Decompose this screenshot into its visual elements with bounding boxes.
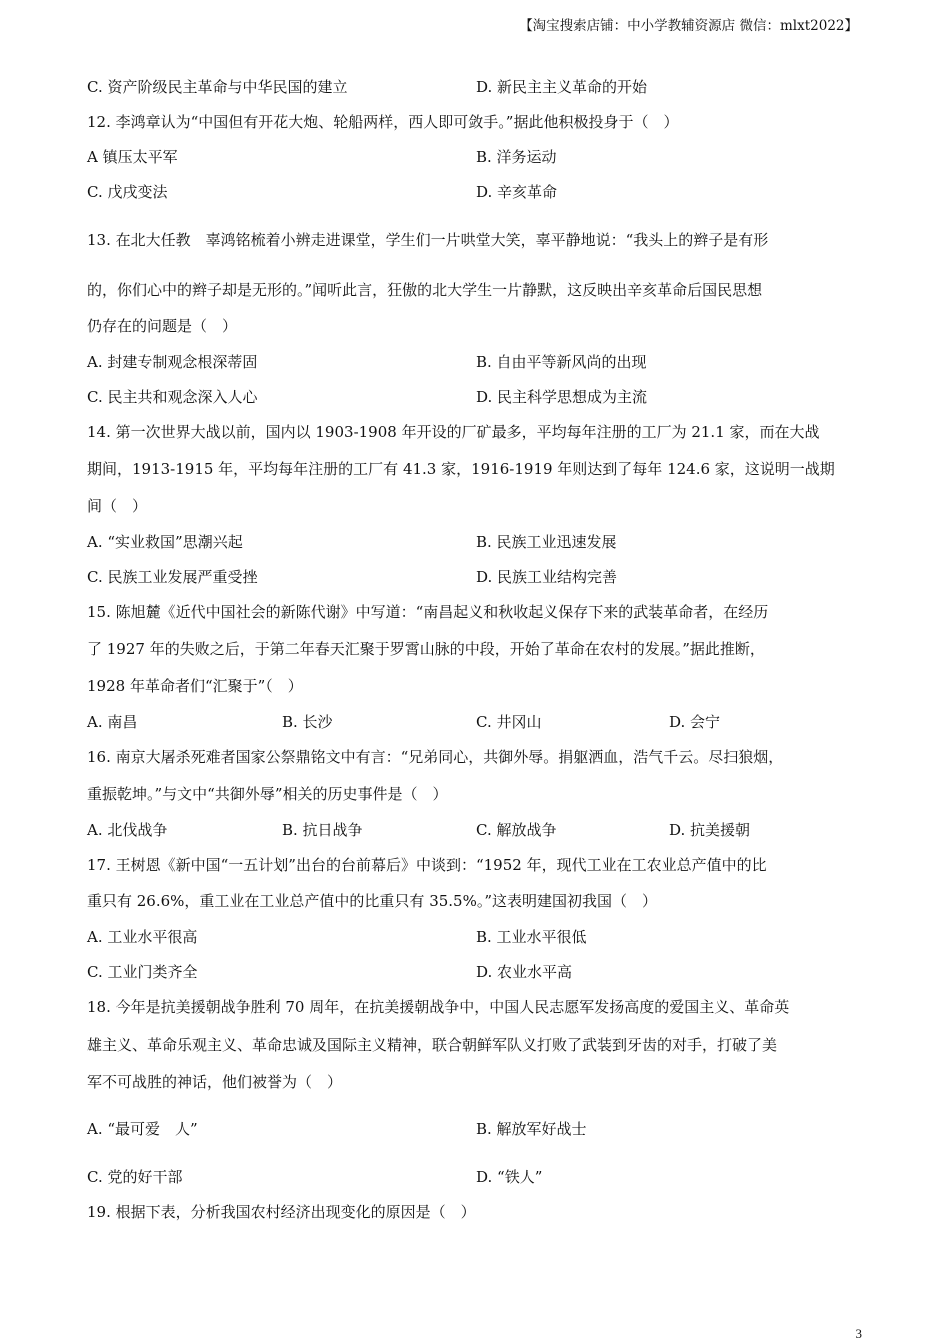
q18-option-d: D. “铁人” bbox=[476, 1168, 543, 1186]
q17-option-a: A. 工业水平很高 bbox=[87, 928, 198, 946]
q14-option-b: B. 民族工业迅速发展 bbox=[476, 533, 617, 551]
q14-stem-line-2: 期间，1913-1915 年，平均每年注册的工厂有 41.3 家，1916-1919 年则达到了每年 124.6 家，这说明一战期 bbox=[87, 460, 835, 478]
q15-option-b: B. 长沙 bbox=[282, 713, 333, 731]
q17-stem-line-2: 重只有 26.6%，重工业在工业总产值中的比重只有 35.5%。”这表明建国初我国（ ） bbox=[87, 892, 658, 910]
q18-stem-line-1: 18. 今年是抗美援朝战争胜利 70 周年，在抗美援朝战争中，中国人民志愿军发扬高度的爱国主义、革命英 bbox=[87, 998, 790, 1016]
q12-option-b: B. 洋务运动 bbox=[476, 148, 557, 166]
page-header: 【淘宝搜索店铺：中小学教辅资源店 微信：mlxt2022】 bbox=[519, 18, 858, 34]
q18-stem-line-3: 军不可战胜的神话，他们被誉为（ ） bbox=[87, 1073, 343, 1091]
q15-option-d: D. 会宁 bbox=[669, 713, 721, 731]
q11-option-d: D. 新民主主义革命的开始 bbox=[476, 78, 648, 96]
q12-stem: 12. 李鸿章认为“中国但有开花大炮、轮船两样，西人即可敛手。”据此他积极投身于（ ） bbox=[87, 113, 679, 131]
q13-option-b: B. 自由平等新风尚的出现 bbox=[476, 353, 647, 371]
q12-option-c: C. 戊戌变法 bbox=[87, 183, 168, 201]
q13-stem-line-2: 的，你们心中的辫子却是无形的。”闻听此言，狂傲的北大学生一片静默，这反映出辛亥革命后国民思想 bbox=[87, 281, 763, 299]
q11-option-c: C. 资产阶级民主革命与中华民国的建立 bbox=[87, 78, 348, 96]
q17-option-b: B. 工业水平很低 bbox=[476, 928, 587, 946]
q18-stem-line-2: 雄主义、革命乐观主义、革命忠诚及国际主义精神，联合朝鲜军队义打败了武装到牙齿的对手，打破了美 bbox=[87, 1036, 778, 1054]
q15-option-a: A. 南昌 bbox=[87, 713, 138, 731]
q16-stem-line-1: 16. 南京大屠杀死难者国家公祭鼎铭文中有言：“兄弟同心，共御外辱。捐躯洒血，浩气千云。尽扫狼烟， bbox=[87, 748, 784, 766]
q16-option-b: B. 抗日战争 bbox=[282, 821, 363, 839]
q16-stem-line-2: 重振乾坤。”与文中“共御外辱”相关的历史事件是（ ） bbox=[87, 785, 448, 803]
q15-stem-line-1: 15. 陈旭麓《近代中国社会的新陈代谢》中写道：“南昌起义和秋收起义保存下来的武装革命者，在经历 bbox=[87, 603, 769, 621]
q12-option-a: A 镇压太平军 bbox=[87, 148, 178, 166]
q17-option-c: C. 工业门类齐全 bbox=[87, 963, 198, 981]
q15-stem-line-3: 1928 年革命者们“汇聚于”（ ） bbox=[87, 677, 303, 695]
q12-option-d: D. 辛亥革命 bbox=[476, 183, 558, 201]
q14-option-d: D. 民族工业结构完善 bbox=[476, 568, 618, 586]
q13-stem-line-3: 仍存在的问题是（ ） bbox=[87, 317, 238, 335]
q13-option-c: C. 民主共和观念深入人心 bbox=[87, 388, 258, 406]
q18-option-b: B. 解放军好战士 bbox=[476, 1120, 587, 1138]
q14-stem-line-3: 间（ ） bbox=[87, 497, 148, 515]
q16-option-c: C. 解放战争 bbox=[476, 821, 557, 839]
page-number: 3 bbox=[855, 1326, 862, 1341]
q15-option-c: C. 井冈山 bbox=[476, 713, 542, 731]
q13-option-a: A. 封建专制观念根深蒂固 bbox=[87, 353, 258, 371]
q15-stem-line-2: 了 1927 年的失败之后，于第二年春天汇聚于罗霄山脉的中段，开始了革命在农村的发展。”据此推断， bbox=[87, 640, 765, 658]
q13-option-d: D. 民主科学思想成为主流 bbox=[476, 388, 648, 406]
q18-option-c: C. 党的好干部 bbox=[87, 1168, 183, 1186]
q13-stem-line-1: 13. 在北大任教 辜鸿铭梳着小辨走进课堂，学生们一片哄堂大笑，辜平静地说：“我头上的辫子是有形 bbox=[87, 231, 769, 249]
q14-option-a: A. “实业救国”思潮兴起 bbox=[87, 533, 243, 551]
q17-stem-line-1: 17. 王树恩《新中国“一五计划”出台的台前幕后》中谈到：“1952 年，现代工业在工农业总产值中的比 bbox=[87, 856, 767, 874]
q19-stem: 19. 根据下表，分析我国农村经济出现变化的原因是（ ） bbox=[87, 1203, 476, 1221]
q14-option-c: C. 民族工业发展严重受挫 bbox=[87, 568, 258, 586]
q17-option-d: D. 农业水平高 bbox=[476, 963, 573, 981]
q18-option-a: A. “最可爱 人” bbox=[87, 1120, 198, 1138]
q16-option-d: D. 抗美援朝 bbox=[669, 821, 751, 839]
q16-option-a: A. 北伐战争 bbox=[87, 821, 168, 839]
q14-stem-line-1: 14. 第一次世界大战以前，国内以 1903-1908 年开设的厂矿最多，平均每年注册的工厂为 21.1 家，而在大战 bbox=[87, 423, 820, 441]
